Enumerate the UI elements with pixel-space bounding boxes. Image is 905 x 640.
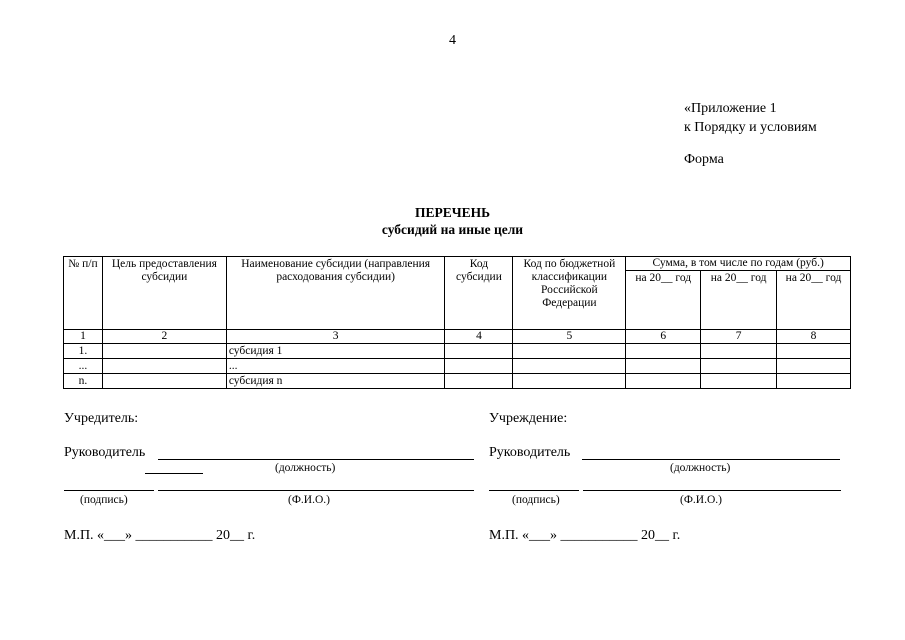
right-stamp-line: М.П. «___» ___________ 20__ г. [489,528,681,543]
row-cell [701,344,777,359]
row-cell [102,374,226,389]
row-cell [513,344,626,359]
header-code: Код субсидии [445,257,513,330]
row-cell [102,344,226,359]
left-signature-caption: (подпись) [80,494,128,506]
column-number: 4 [445,330,513,344]
row-num: n. [64,374,103,389]
row-cell [777,344,851,359]
header-year-1: на 20__ год [626,271,701,330]
row-cell [777,359,851,374]
right-fio-line [583,490,841,491]
row-cell [701,374,777,389]
header-budget-code: Код по бюджетной классификации Российской Федерации [513,257,626,330]
row-cell [626,359,701,374]
row-cell [445,344,513,359]
title-sub: субсидий на иные цели [381,222,524,237]
row-cell [513,374,626,389]
column-number: 6 [626,330,701,344]
row-cell [513,359,626,374]
document-title [0,204,905,238]
row-cell [701,359,777,374]
subsidy-table [63,256,851,389]
header-name: Наименование субсидии (направления расходования субсидии) [226,257,445,330]
header-year-3: на 20__ год [777,271,851,330]
institution-label: Учреждение: [489,411,568,426]
row-name: субсидия 1 [226,344,445,359]
appendix-note [684,99,817,137]
left-position-caption: (должность) [275,462,336,474]
left-stamp-line: М.П. «___» ___________ 20__ г. [64,528,256,543]
header-goal: Цель предоставления субсидии [102,257,226,330]
column-number: 3 [226,330,445,344]
right-head-label: Руководитель [489,445,571,460]
founder-label: Учредитель: [64,411,139,426]
title-main: ПЕРЕЧЕНЬ [414,205,491,220]
appendix-line-1: «Приложение 1 [684,101,777,116]
left-head-label: Руководитель [64,445,146,460]
row-cell [445,374,513,389]
row-num: ... [64,359,103,374]
header-sum-group: Сумма, в том числе по годам (руб.) [626,257,851,271]
left-head-line [158,459,474,460]
table-row [64,344,851,359]
column-number: 7 [701,330,777,344]
form-label: Форма [684,152,724,167]
row-name: субсидия n [226,374,445,389]
header-year-2: на 20__ год [701,271,777,330]
row-cell [777,374,851,389]
column-number: 2 [102,330,226,344]
row-cell [626,374,701,389]
column-number-row [64,330,851,344]
header-num: № п/п [64,257,103,330]
right-position-caption: (должность) [670,462,731,474]
appendix-line-2: к Порядку и условиям [684,120,817,135]
table-row [64,359,851,374]
left-fio-line [158,490,474,491]
column-number: 8 [777,330,851,344]
left-fio-caption: (Ф.И.О.) [288,494,330,506]
right-signature-caption: (подпись) [512,494,560,506]
row-num: 1. [64,344,103,359]
right-signature-line [489,490,579,491]
row-cell [626,344,701,359]
column-number: 1 [64,330,103,344]
right-head-line [582,459,840,460]
page-number: 4 [449,33,456,48]
table-header-row-1 [64,257,851,271]
row-name: ... [226,359,445,374]
left-signature-line [64,490,154,491]
table-row [64,374,851,389]
right-fio-caption: (Ф.И.О.) [680,494,722,506]
column-number: 5 [513,330,626,344]
row-cell [445,359,513,374]
row-cell [102,359,226,374]
left-short-line [145,473,203,474]
